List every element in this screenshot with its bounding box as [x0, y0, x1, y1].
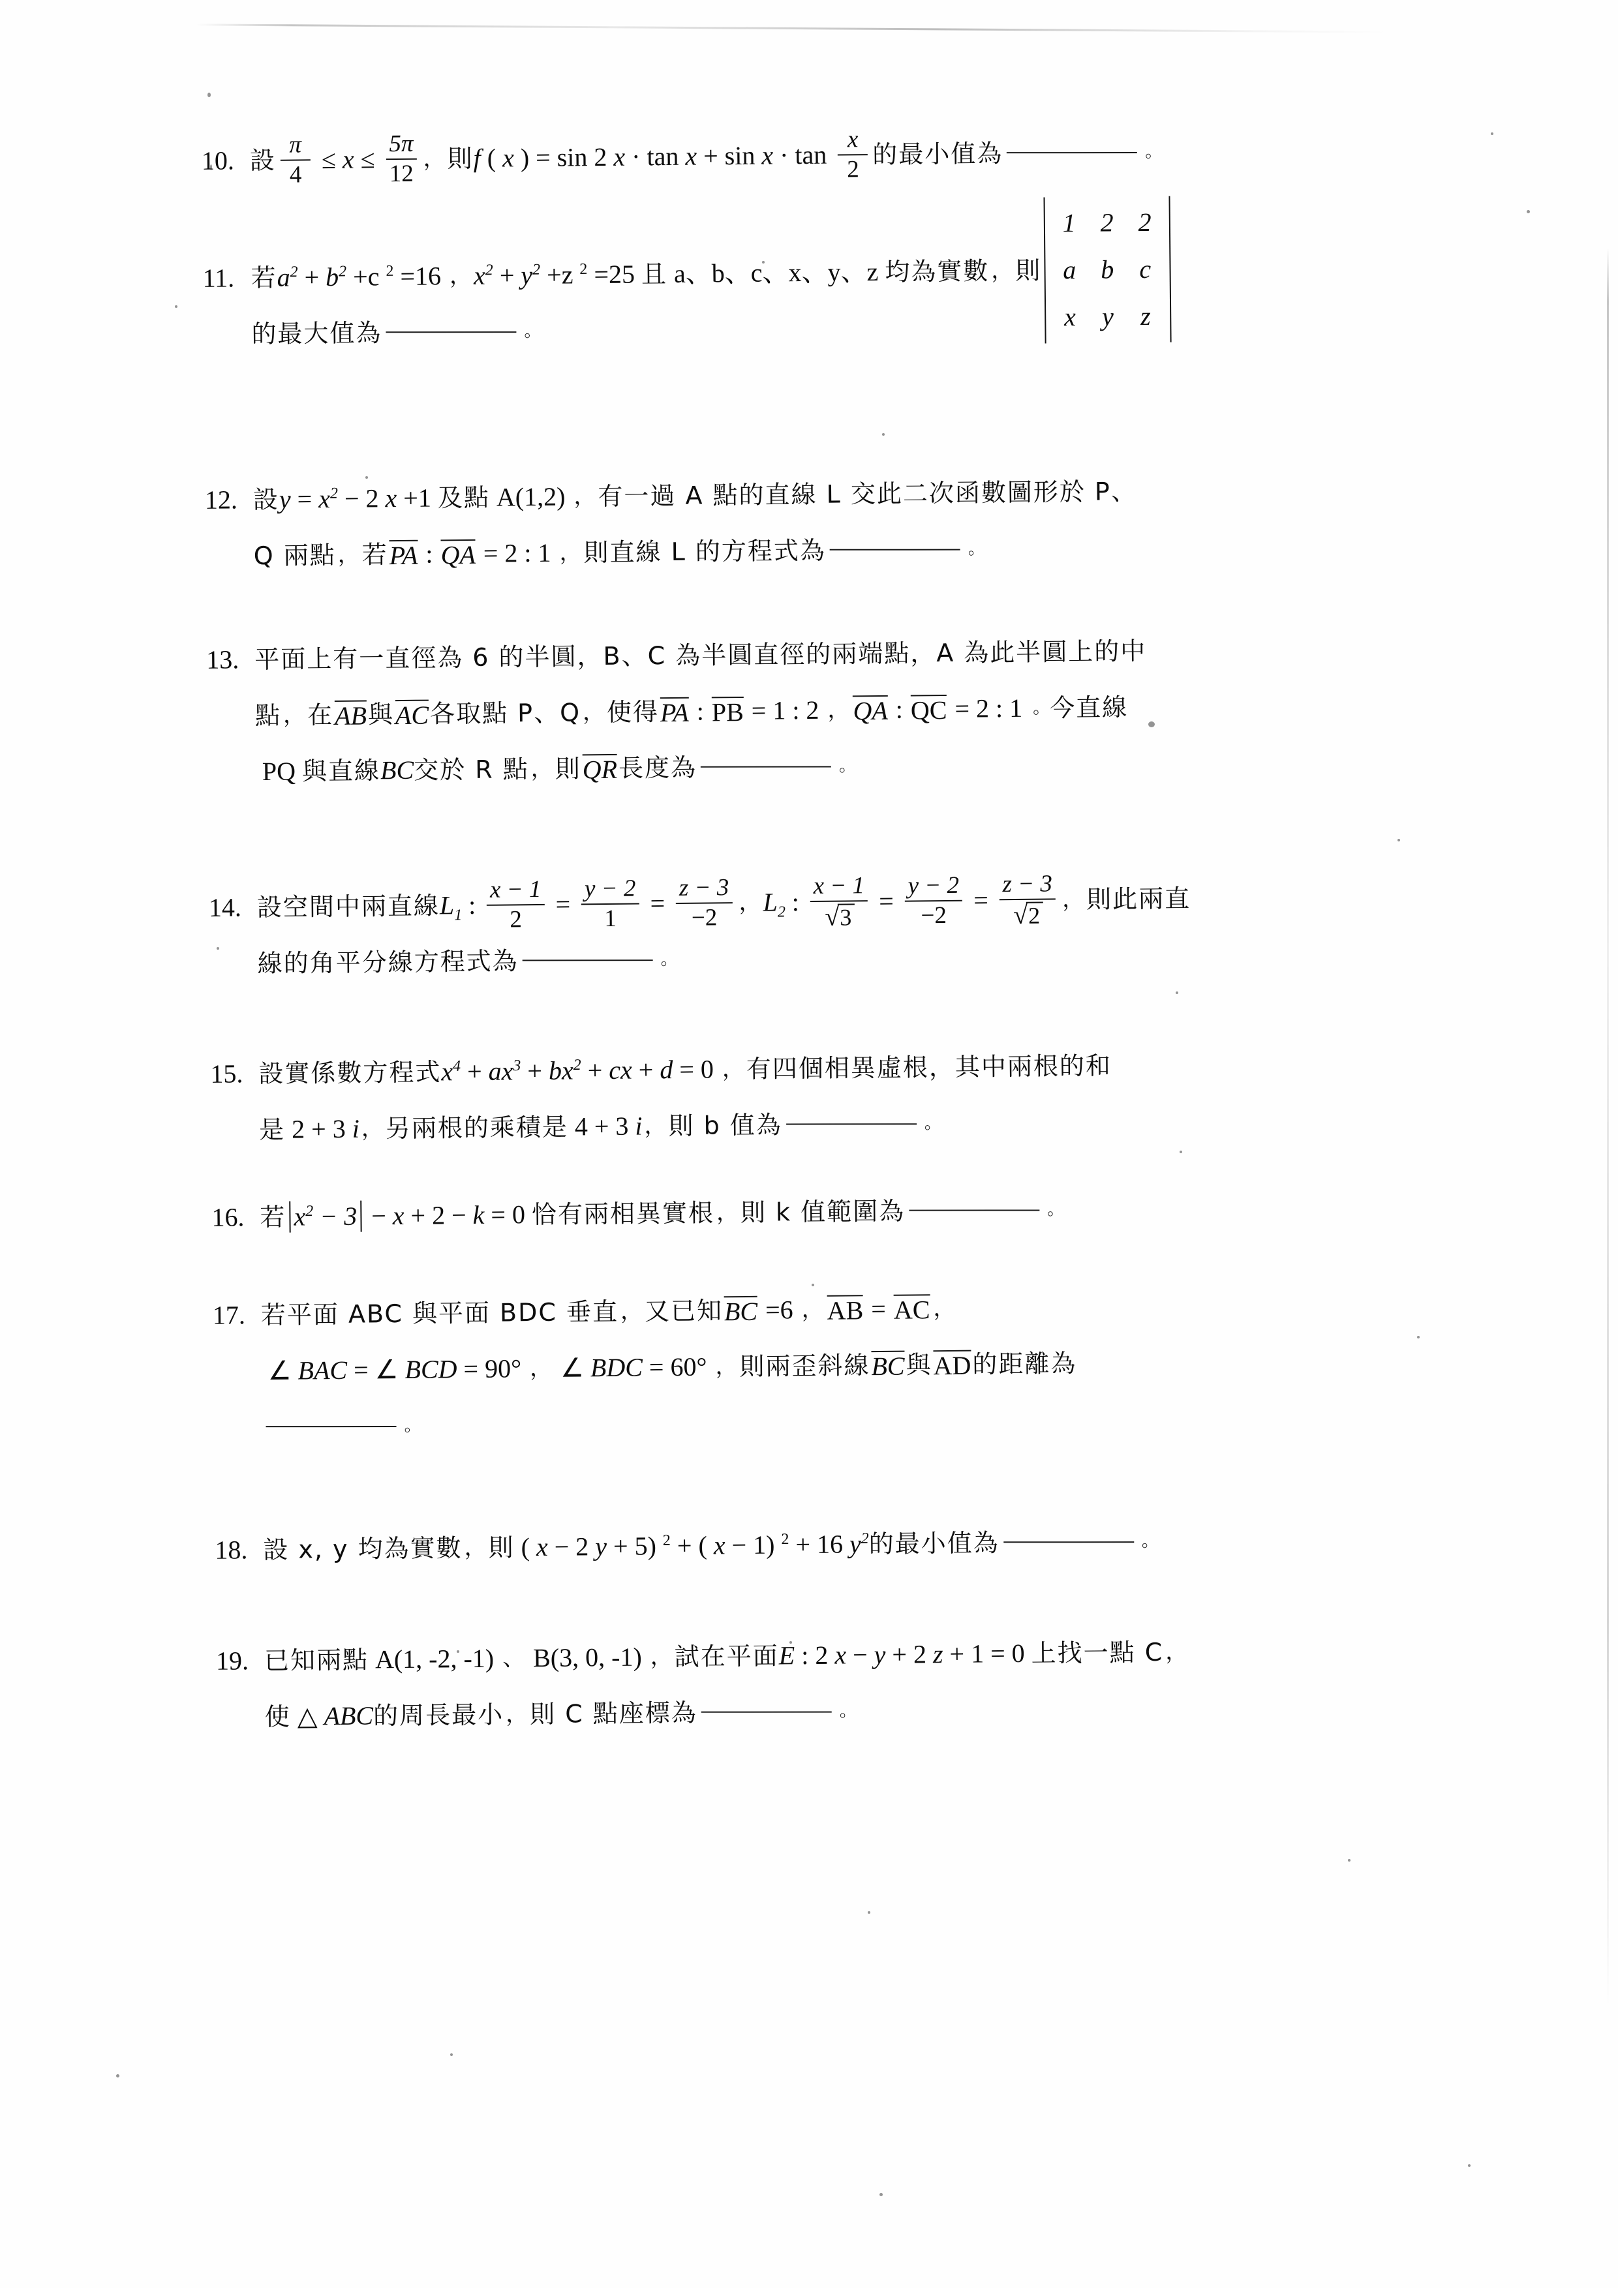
question-line: [210, 1038, 1112, 1102]
sentence-end-mark: 。: [660, 949, 678, 970]
math-expression: +c: [346, 262, 386, 292]
question-number: 15.: [210, 1059, 243, 1089]
segment-overline: PA: [389, 540, 418, 571]
math-expression: −: [364, 1201, 393, 1231]
math-variable: i: [352, 1113, 360, 1143]
math-exponent: 2: [579, 260, 588, 279]
punctuation: ，: [715, 1353, 738, 1380]
math-variable: x: [685, 141, 697, 171]
segment-overline: AC: [395, 700, 429, 731]
math-variable: BC: [380, 755, 414, 785]
sentence-end-mark: 。: [1046, 1200, 1065, 1220]
question-text: 的周長最小: [373, 1700, 504, 1730]
segment-overline: AB: [334, 701, 367, 731]
math-expression: =16: [393, 261, 448, 292]
fraction: z − 3 √ 2: [999, 871, 1056, 928]
math-variable: d: [660, 1055, 673, 1085]
question-13: [206, 623, 1148, 800]
question-text: 與: [906, 1350, 932, 1380]
math-expression: =6: [758, 1295, 800, 1325]
punctuation: ，: [529, 1355, 553, 1382]
question-line: [204, 463, 1137, 528]
math-expression: B(3, 0, -1): [526, 1642, 649, 1673]
math-expression: = 2 : 1: [476, 537, 558, 568]
math-expression: + 2: [885, 1639, 934, 1669]
math-exponent: 2: [386, 262, 394, 280]
fraction: x − 1 √ 3: [810, 873, 868, 930]
question-text: 設空間中兩直線: [256, 891, 440, 922]
sentence-end-mark: 。: [524, 321, 542, 342]
math-variable: $L_2$: [763, 887, 786, 921]
sentence-end-mark: 。: [1032, 698, 1050, 718]
question-12: [204, 463, 1138, 584]
question-line: [212, 1279, 1076, 1344]
math-expression: − 1): [725, 1530, 782, 1560]
punctuation: ，: [801, 1296, 824, 1323]
math-expression: =: [643, 888, 672, 918]
math-variable: x: [761, 140, 774, 170]
question-text: 平面上有一直徑為 6 的半圓，B、C 為半圓直徑的兩端點，A 為此半圓上的中: [254, 637, 1147, 674]
answer-blank[interactable]: [701, 1712, 832, 1713]
question-text: 使: [264, 1702, 292, 1732]
math-expression: = 0: [484, 1200, 532, 1230]
question-line: [203, 297, 1174, 363]
question-text: 在: [307, 700, 334, 730]
math-expression: +1: [397, 483, 438, 513]
question-text: 有四個相異虛根，其中兩根的和: [746, 1051, 1112, 1083]
math-expression: +: [521, 1055, 549, 1086]
punctuation: ，: [991, 257, 1014, 284]
question-line: [211, 1181, 1065, 1246]
sentence-end-mark: 。: [404, 1415, 421, 1436]
question-text: 則 k 值範圍為: [740, 1196, 906, 1228]
math-power: $y^2$: [521, 260, 541, 290]
question-line: [207, 735, 1148, 800]
punctuation: ，: [650, 1644, 673, 1670]
punctuation: ，: [827, 697, 850, 723]
question-text: 使得: [606, 697, 660, 727]
punctuation: ，: [505, 1701, 528, 1728]
question-text: 若平面 ABC 與平面 BDC 垂直: [260, 1297, 619, 1330]
question-text: 線的角平分線方程式為: [257, 946, 519, 978]
math-expression: :: [889, 694, 910, 724]
question-text: 有一過 A 點的直線 L 交此二次函數圖形於 P、: [598, 477, 1138, 511]
punctuation: ，: [1061, 886, 1085, 913]
segment-overline: AB: [827, 1295, 864, 1325]
question-text: 則 C 點座標為: [529, 1698, 698, 1729]
math-power: $x^2$: [473, 260, 493, 290]
sentence-end-mark: 。: [838, 756, 857, 776]
question-text: 若: [260, 1202, 286, 1232]
math-variable: E: [778, 1640, 795, 1670]
punctuation: ，: [933, 1295, 956, 1322]
sentence-end-mark: 。: [924, 1113, 941, 1134]
math-expression: · tan: [772, 140, 834, 170]
math-expression: :: [461, 890, 483, 920]
punctuation: ，: [559, 539, 582, 566]
question-number: 17.: [212, 1300, 246, 1330]
question-line: [201, 124, 1162, 189]
sentence-end-mark: 。: [1145, 142, 1163, 162]
math-expression: +: [460, 1056, 489, 1087]
sentence-end-mark: 。: [968, 539, 986, 559]
segment-overline: QC: [910, 695, 947, 725]
math-power: $a^2$: [277, 262, 298, 292]
segment-overline: QR: [582, 754, 618, 785]
math-expression: △: [290, 1701, 324, 1731]
punctuation: ，: [644, 1113, 667, 1140]
math-exponent: 2: [781, 1531, 789, 1548]
answer-blank[interactable]: [386, 331, 516, 333]
math-expression: +: [493, 260, 521, 290]
math-variable: y: [874, 1639, 886, 1670]
math-power: $x^4$: [441, 1057, 461, 1087]
math-variable: i: [635, 1111, 643, 1141]
segment-overline: QA: [853, 695, 888, 726]
math-power: $b^2$: [325, 262, 347, 292]
question-11: [202, 207, 1174, 363]
question-text: 與: [367, 700, 395, 729]
math-expression: +: [632, 1055, 660, 1085]
punctuation: ，: [530, 755, 553, 783]
math-expression: :: [785, 887, 806, 917]
question-text: 則 b 值為: [668, 1110, 783, 1141]
punctuation: ，: [582, 699, 605, 726]
question-number: 10.: [201, 145, 235, 175]
answer-blank[interactable]: [830, 549, 960, 551]
math-expression: = ∠: [346, 1354, 405, 1385]
math-expression: ∠: [553, 1353, 591, 1383]
question-text: 試在平面: [674, 1641, 779, 1672]
math-variable: x: [713, 1530, 725, 1560]
math-expression: 2 + 3: [284, 1113, 352, 1144]
math-power: $x^2$: [561, 1055, 581, 1085]
math-expression: 4 + 3: [568, 1111, 635, 1141]
question-text: 的最小值為: [872, 139, 1003, 170]
math-variable: x: [392, 1200, 404, 1231]
punctuation: ，: [739, 889, 761, 916]
question-15: [210, 1038, 1112, 1158]
determinant: 1 2 2 a b c x y z: [1043, 196, 1171, 344]
fraction: $\frac{x}{2}$: [838, 127, 868, 182]
question-text: 恰有兩相異實根: [531, 1198, 715, 1230]
segment-overline: AD: [933, 1350, 971, 1381]
math-expression: =: [290, 484, 319, 514]
question-number: 16.: [211, 1202, 245, 1232]
math-variable: $L_1$: [439, 890, 463, 924]
question-14: [208, 870, 1191, 991]
math-expression: − 2: [547, 1532, 596, 1562]
math-expression: +: [581, 1055, 609, 1085]
math-expression: =: [864, 1293, 893, 1324]
question-line: [206, 623, 1147, 688]
segment-overline: BC: [724, 1296, 758, 1327]
question-text: Q 兩點: [253, 540, 336, 571]
math-expression: +: [298, 262, 326, 292]
question-number: 18.: [215, 1535, 248, 1565]
question-text: 及點: [437, 483, 491, 513]
math-variable: cx: [609, 1055, 633, 1085]
fraction: $\frac{5\pi}{12}$: [386, 132, 417, 187]
math-expression: =: [872, 886, 901, 916]
sentence-end-mark: 。: [839, 1701, 857, 1721]
question-text: 則: [555, 754, 581, 783]
punctuation: ，: [361, 1115, 384, 1142]
question-text: 各取點 P、Q: [429, 698, 581, 729]
answer-blank[interactable]: [909, 1210, 1039, 1211]
math-expression: + 2 −: [404, 1200, 473, 1230]
math-expression: ) = sin 2: [513, 142, 614, 173]
segment-overline: PA: [660, 697, 689, 728]
question-text: 則: [447, 144, 474, 174]
math-expression: (: [514, 1532, 537, 1562]
math-expression: (: [480, 143, 503, 173]
question-text: 今直線: [1049, 693, 1129, 723]
question-number: 13.: [206, 644, 239, 674]
question-line: [211, 1094, 1112, 1158]
sentence-end-mark: 。: [1141, 1531, 1159, 1552]
answer-blank[interactable]: [786, 1123, 917, 1125]
math-expression: + 5): [606, 1531, 664, 1562]
question-text: 已知兩點: [264, 1645, 369, 1676]
answer-blank[interactable]: [701, 766, 831, 768]
punctuation: ，: [1165, 1639, 1188, 1665]
question-text: 均為實數: [885, 256, 990, 286]
question-text: 設 x, y 均為實數: [263, 1533, 463, 1565]
question-line: [209, 926, 1191, 991]
fraction: $\frac{y - 2}{-2}$: [904, 873, 962, 928]
question-line: [213, 1335, 1077, 1400]
math-variable: y: [595, 1532, 607, 1562]
question-text: 另兩根的乘積是: [385, 1112, 569, 1143]
question-text: 則: [488, 1533, 515, 1562]
question-text: 的最大值為: [251, 318, 382, 349]
math-expression: :: [690, 696, 711, 726]
question-text: 長度為: [618, 753, 697, 783]
math-variable: BCD: [404, 1354, 457, 1384]
fraction: $\frac{x - 1}{2}$: [487, 877, 545, 932]
answer-blank[interactable]: [266, 1426, 397, 1427]
question-text: 上找一點 C: [1031, 1637, 1164, 1668]
math-expression: A(1,2): [489, 481, 572, 512]
question-text: 點: [254, 701, 282, 731]
answer-blank[interactable]: [1007, 152, 1137, 153]
math-expression: =: [549, 889, 577, 919]
punctuation: ，: [449, 262, 472, 290]
question-number: 19.: [215, 1646, 249, 1676]
math-expression: −: [846, 1640, 874, 1670]
question-18: [215, 1513, 1159, 1578]
question-17: [212, 1279, 1077, 1456]
math-expression: :: [419, 539, 440, 569]
math-variable: x: [536, 1532, 548, 1562]
math-expression: A(1, -2, -1): [368, 1643, 501, 1674]
math-expression: a、b、c、x、y、z: [667, 256, 885, 289]
question-text: 且: [641, 260, 668, 289]
question-line: [213, 1391, 1078, 1456]
question-number: 11.: [202, 263, 235, 293]
question-line: [205, 519, 1138, 584]
math-expression: =25: [587, 259, 642, 290]
fraction: $\frac{y - 2}{1}$: [581, 877, 639, 931]
math-expression: + sin: [696, 140, 762, 171]
math-variable: BAC: [298, 1355, 348, 1385]
math-expression: ≤: [354, 144, 382, 174]
math-variable: f: [473, 143, 481, 173]
question-line: [207, 679, 1148, 744]
question-text: 則直線 L 的方程式為: [583, 536, 827, 567]
math-expression: : 2: [794, 1640, 835, 1670]
question-text: 交於 R 點: [413, 755, 529, 785]
math-exponent: 2: [662, 1532, 671, 1549]
math-variable: BDC: [590, 1352, 643, 1383]
math-expression: + 16: [789, 1529, 850, 1560]
math-expression: = 0: [673, 1054, 721, 1085]
question-text: 則此兩直: [1086, 884, 1191, 914]
question-text: 則: [1015, 256, 1042, 285]
math-expression: ≤: [314, 144, 343, 175]
math-variable: x: [342, 144, 354, 174]
question-text: 的距離為: [972, 1349, 1077, 1379]
math-expression: − 2: [337, 483, 386, 513]
math-expression: · tan: [624, 141, 686, 172]
question-number: 14.: [208, 892, 242, 922]
answer-blank[interactable]: [1003, 1541, 1134, 1543]
math-variable: y: [279, 484, 291, 514]
punctuation: ，: [423, 145, 446, 172]
question-text: 又已知: [644, 1296, 724, 1326]
math-variable: x: [834, 1640, 847, 1670]
math-variable: ABC: [324, 1700, 374, 1731]
segment-overline: QA: [440, 539, 476, 570]
segment-overline: AC: [893, 1295, 930, 1325]
punctuation: ，: [722, 1055, 745, 1083]
fraction: $\frac{\pi}{4}$: [280, 133, 311, 188]
fraction: $\frac{z - 3}{-2}$: [676, 875, 733, 930]
math-variable: k: [472, 1200, 485, 1230]
math-variable: z: [932, 1639, 943, 1669]
question-19: [216, 1624, 1191, 1745]
punctuation: ，: [337, 541, 360, 568]
math-expression: + (: [670, 1530, 714, 1561]
math-expression: = 1 : 2: [744, 695, 826, 725]
math-power: $x^2$: [318, 484, 339, 514]
punctuation: ，: [620, 1298, 643, 1325]
math-expression: ∠: [261, 1355, 298, 1386]
question-line: [208, 870, 1191, 935]
math-variable: a: [488, 1056, 502, 1086]
question-line: [202, 207, 1173, 332]
question-text: 若: [251, 263, 277, 293]
question-text: 設實係數方程式: [258, 1057, 442, 1089]
question-text: 設: [249, 145, 277, 175]
punctuation: ，: [573, 483, 596, 510]
question-text: 則兩歪斜線: [739, 1351, 870, 1382]
math-expression: +z: [540, 260, 580, 290]
question-text: 是: [258, 1115, 286, 1145]
math-expression: = 2 : 1: [948, 693, 1030, 723]
question-line: [215, 1513, 1159, 1578]
segment-overline: PB: [711, 697, 744, 727]
math-variable: x: [613, 142, 626, 172]
math-expression: = 90°: [457, 1353, 528, 1384]
punctuation: ，: [464, 1534, 487, 1562]
punctuation: ，: [282, 702, 306, 729]
absolute-value: $x^2 - 3$: [286, 1201, 365, 1233]
question-number: 12.: [204, 485, 238, 515]
question-line: [216, 1680, 1190, 1745]
punctuation: ，: [716, 1200, 739, 1226]
math-expression: = 60°: [642, 1352, 714, 1382]
question-text: 與直線: [301, 756, 381, 786]
question-text: 設: [252, 485, 280, 515]
math-expression: + 1 = 0: [943, 1638, 1031, 1669]
question-10: [201, 124, 1162, 189]
math-variable: b: [548, 1055, 562, 1085]
math-expression: PQ: [255, 756, 303, 787]
question-text: 的最小值為: [868, 1528, 1000, 1559]
math-power: $y^2$: [849, 1529, 869, 1559]
math-expression: =: [966, 885, 995, 915]
math-power: $x^3$: [501, 1056, 521, 1086]
question-text: 若: [361, 540, 388, 569]
answer-blank[interactable]: [523, 959, 653, 961]
segment-overline: BC: [871, 1351, 905, 1382]
question-line: [216, 1624, 1190, 1689]
math-variable: x: [385, 483, 397, 513]
question-16: [211, 1181, 1065, 1246]
punctuation: 、: [502, 1645, 525, 1672]
math-variable: x: [502, 143, 515, 173]
